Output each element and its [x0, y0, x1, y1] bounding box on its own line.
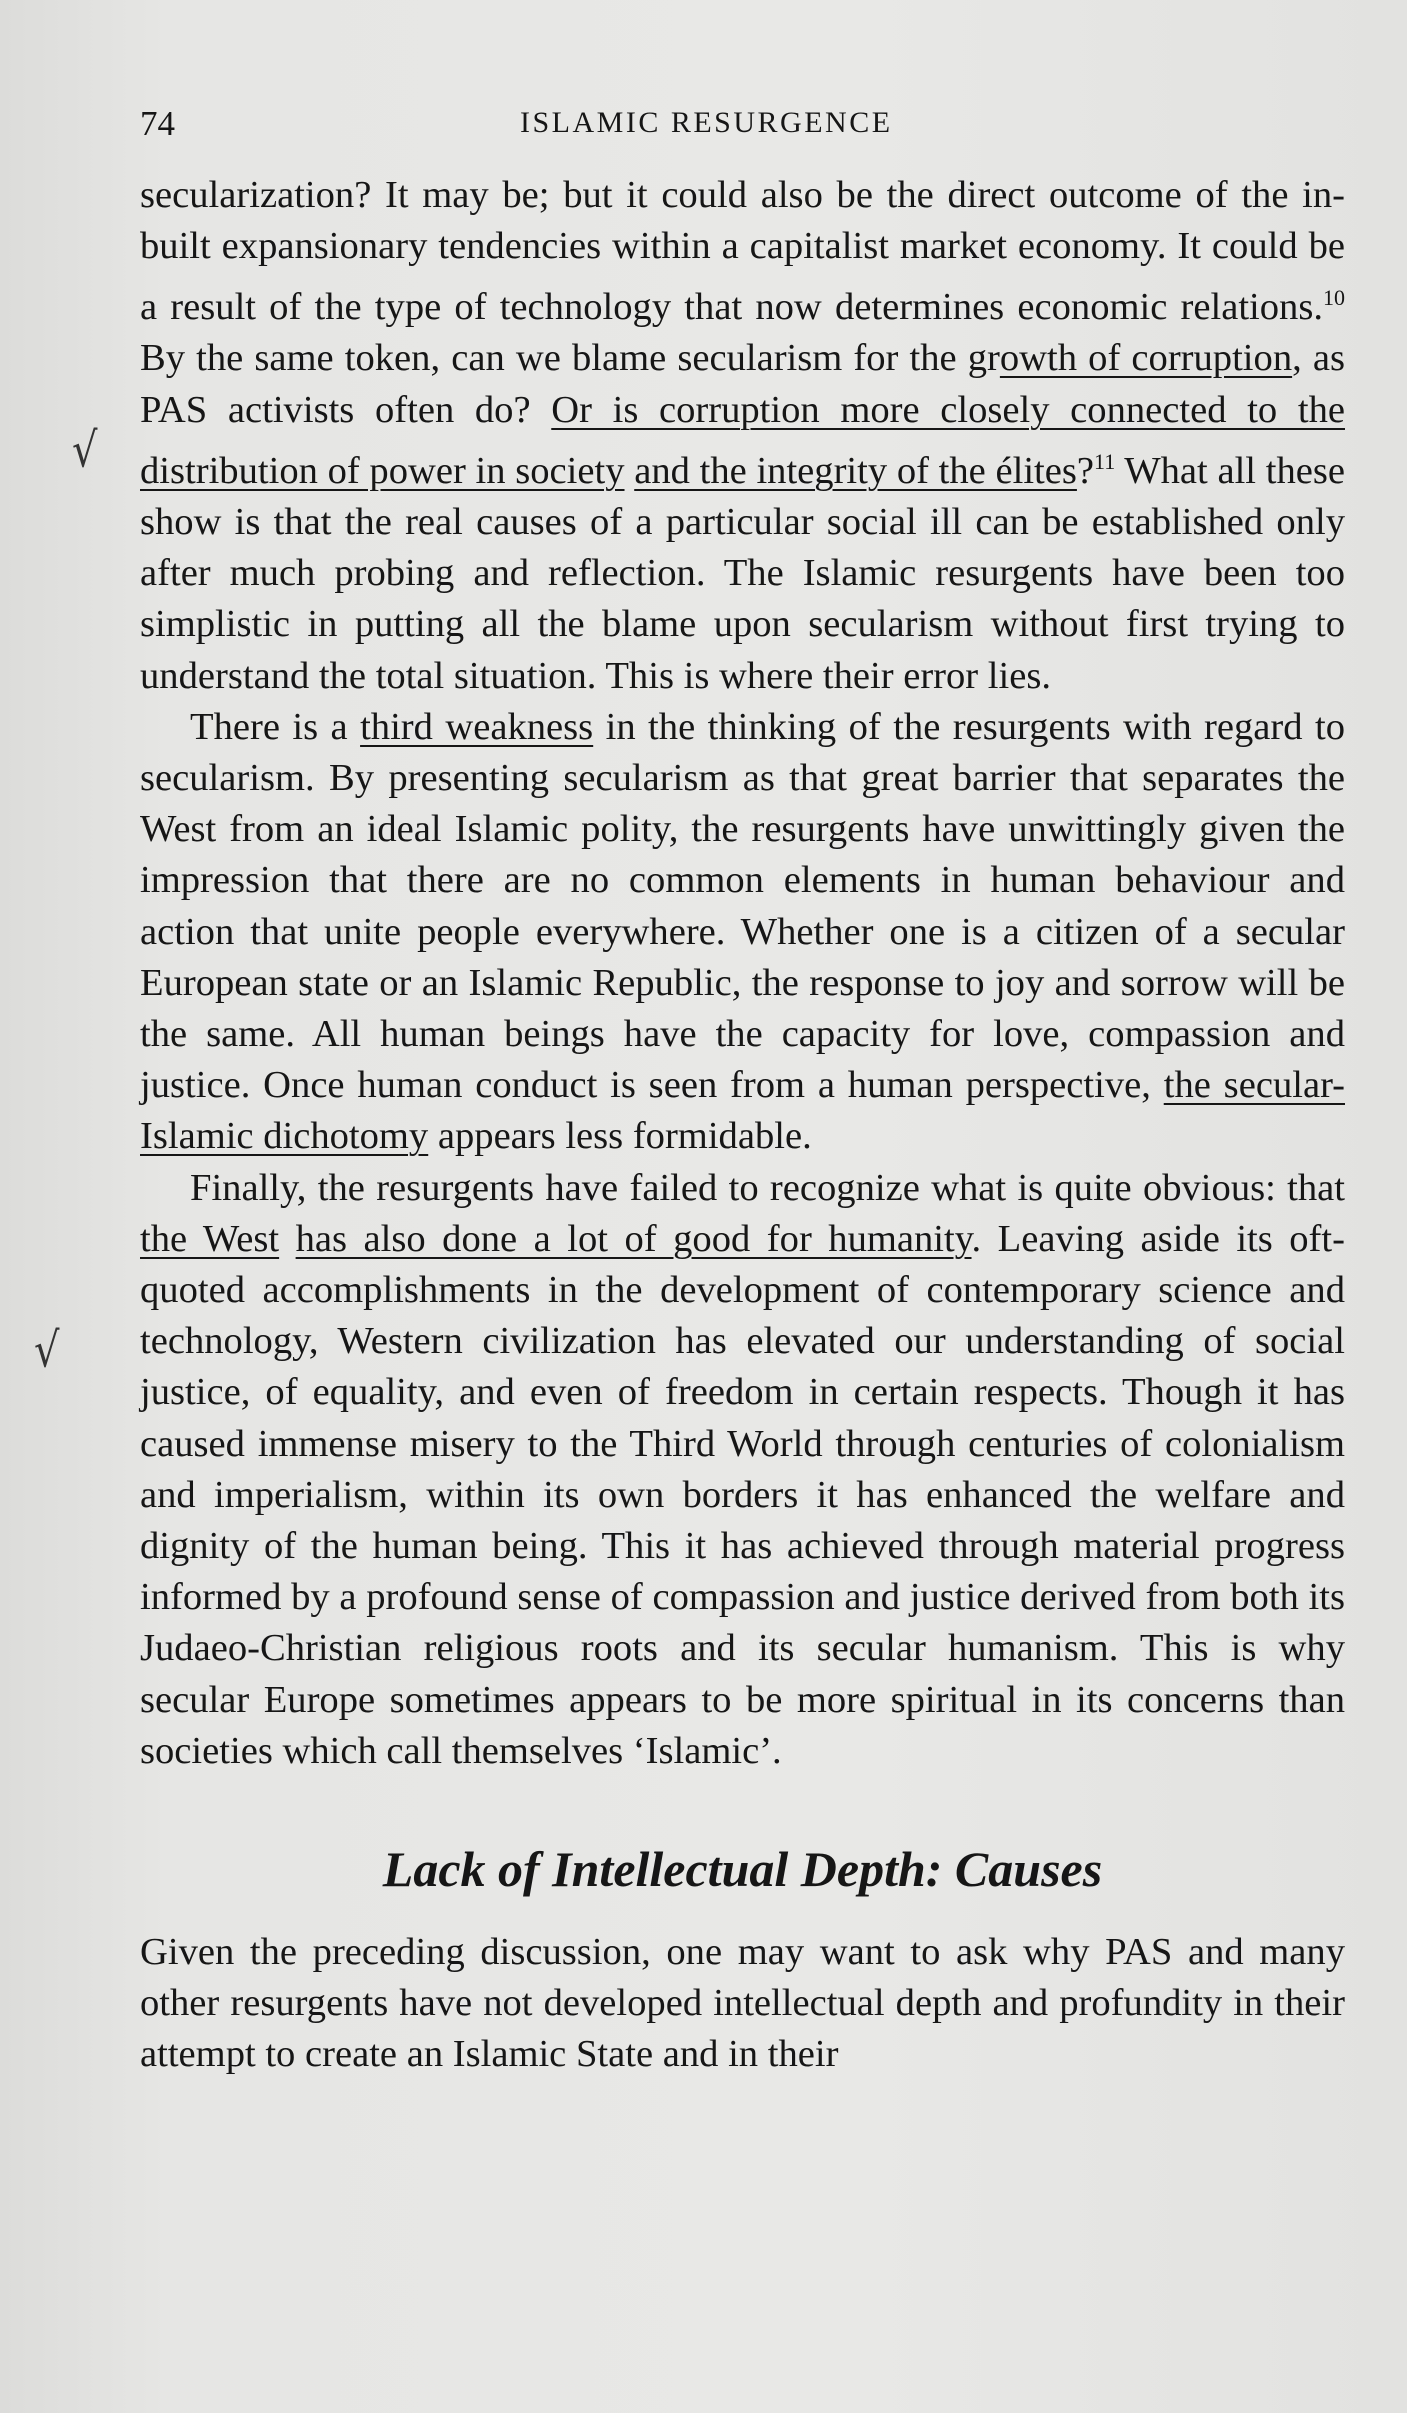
paragraph	[140, 702, 1345, 1163]
text-run: Finally, the resurgents have failed to recognize what is quite obvious: that	[190, 1166, 1345, 1209]
text-run: What all these show is that the real causes of a particular social ill can be established only after much probing and reflection. The Islamic resurgents have been too simplistic in putting all the blame upon secularism without first trying to understand the total situation. This is where their error lies.	[140, 449, 1345, 697]
paragraph	[140, 1927, 1345, 2081]
body-text	[140, 170, 1345, 2081]
margin-check-mark: √	[34, 1323, 60, 1379]
underlined-phrase: Or is corruption more closely connected to the distribution of power in society	[140, 388, 1345, 492]
text-run: secularization? It may be; but it could also be the direct outcome of the in-built expansionary tendencies within a capitalist market economy. It could be a result of the type of technology that now determines economic relations.	[140, 174, 1345, 329]
footnote-ref: 10	[1323, 285, 1345, 311]
text-run	[279, 1218, 296, 1260]
text-run: in the thinking of the resurgents with regard to secularism. By presenting secularism as that great barrier that separates the West from an ideal Islamic polity, the resurgents have unwittingly given the impression that there are no common elements in human behaviour and action that unite people everywhere. Whether one is a citizen of a secular European state or an Islamic Republic, the response to joy and sorrow will be the same. All human beings have the capacity for love, compassion and justice. Once human conduct is seen from a human perspective,	[140, 705, 1345, 1107]
text-run: There is a	[190, 705, 361, 748]
underlined-phrase: the secular-Islamic dichotomy	[140, 1064, 1345, 1158]
text-run: . Leaving aside its oft-quoted accomplishments in the development of contemporary science and technology, Western civilization has elevated our understanding of social justice, of equality, and even of freedom in certain respects. Though it has caused immense misery to the Third World through centuries of colonialism and imperialism, within its own borders it has enhanced the welfare and dignity of the human being. This it has achieved through material progress informed by a profound sense of compassion and justice derived from both its Judaeo-Christian religious roots and its secular humanism. This is why secular Europe sometimes appears to be more spiritual in its concerns than societies which call themselves ‘Islamic’.	[140, 1217, 1345, 1772]
underlined-phrase: third weakness	[360, 705, 594, 748]
text-run: appears less formidable.	[428, 1115, 812, 1158]
page-header	[140, 104, 1350, 154]
paragraph	[140, 170, 1345, 702]
text-run: , as PAS activists often do?	[140, 337, 1346, 431]
margin-check-mark: √	[72, 423, 98, 479]
text-run: ?	[1076, 449, 1095, 492]
underlined-phrase: has also done a lot of good for humanity	[295, 1217, 972, 1260]
running-head: ISLAMIC RESURGENCE	[520, 106, 893, 139]
underlined-phrase: the West	[140, 1217, 280, 1260]
text-run: Given the preceding discussion, one may want to ask why PAS and many other resurgents have not developed intellectual depth and profundity in their attempt to create an Islamic State and in their	[140, 1931, 1345, 2076]
underlined-phrase: owth of corruption	[999, 337, 1293, 380]
footnote-ref: 11	[1094, 448, 1116, 474]
page-number: 74	[140, 104, 175, 143]
underlined-phrase: and the integrity of the élites	[634, 449, 1077, 492]
text-run: By the same token, can we blame secularism for the gr	[140, 337, 1000, 380]
paragraph	[140, 1163, 1345, 1777]
text-run	[625, 450, 635, 492]
section-heading: Lack of Intellectual Depth: Causes	[382, 1841, 1103, 1898]
